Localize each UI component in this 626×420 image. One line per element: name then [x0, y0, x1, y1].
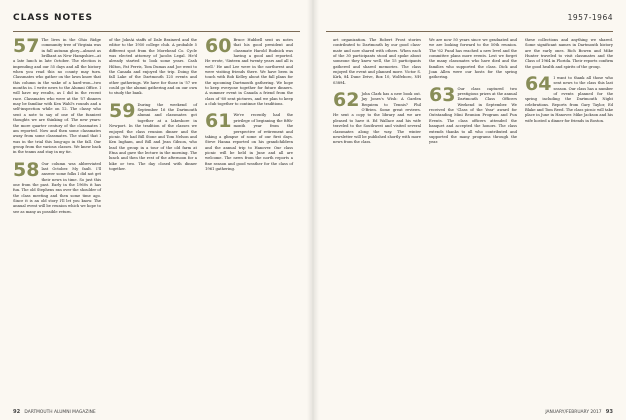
class-note-text: I want to thank all those who sent news to the class this last season. Our class has a number of events planned for the spring including the Dartmouth Night celebrations. Reports from Gary Taylor, Ed Blake and Tom Reed. The class picnic will take place in June in Hanover. Mike Jackson and his wife hosted a dinner for friends in Boston.	[525, 76, 613, 123]
page-header-right	[326, 11, 613, 32]
class-entry	[205, 35, 293, 107]
class-entry	[429, 38, 517, 81]
text-column-right-3	[525, 38, 613, 130]
class-note-text: Our column was abbreviated last October. My fault. I'll answer some folks I did not get their news in time. So just this one from the past. Early in the 1960s it has fun. The old Stephens ran over the shoulder of the class meeting and then some time ago. Since it is an old story I'll let you know. The annual event will be reunion which we hope to see as many as possible return.	[13, 161, 101, 214]
section-title: CLASS NOTES	[13, 13, 93, 23]
class-entry	[429, 83, 517, 146]
publication-name: DARTMOUTH ALUMNI MAGAZINE	[24, 410, 96, 415]
class-entry	[13, 35, 101, 156]
class-note-text: We are now 50 years since we graduated and we are looking forward to the 50th reunion. The '62 Fund has reached a new level and the committee plans more events. Lest we forget the many classmates who have died and the families who supported the class. Dick and Joan Allen were our hosts for the spring gathering.	[429, 38, 517, 80]
class-year-number: 58	[13, 158, 40, 181]
text-column-right-1	[333, 38, 421, 152]
class-year-number: 63	[429, 83, 456, 106]
right-page	[313, 0, 626, 420]
class-years-range: 1957-1964	[567, 13, 613, 22]
class-year-number: 61	[205, 110, 232, 133]
page-footer-right	[326, 406, 613, 415]
class-entry	[109, 38, 197, 97]
text-column-right-2	[429, 38, 517, 152]
class-note-text: John Clark has a new book out. Jay Jones's Wish: A Garden Requiem to Tennis? Phil O'Brien. Some great reviews. He sent a copy to the library and we are pleased to have it. Ed Wallace and his wife traveled to the Southwest and visited several classmates along the way. The winter newsletter will be published shortly with more news from the class.	[333, 92, 421, 145]
class-year-number: 64	[525, 73, 552, 96]
page-footer-left	[13, 406, 300, 415]
text-column-left-2	[109, 38, 197, 178]
page-header-left	[13, 11, 300, 32]
class-note-text: During the weekend of September 16 the Dartmouth alumni and classmates got together at a lakeshore in Newport. In the tradition of the classes we enjoyed the class reunion dinner and the picnic. We had Bill Stone and Tom Nelson and Ken Ingham, and Bill and Jean Gibson, who lead the group in a tour of the old farm at Etna and gave the lecture in the morning. The lunch and then the rest of the afternoon for a hike or two. The day closed with dinner together.	[109, 102, 197, 171]
page-gutter	[307, 0, 319, 420]
class-note-text: of the JokeAi staffs of Dale Brainerd and the editor to the 1950 college club. A probable 5 different spot from the Morehead Co. Cycle was elected attorney of Jacobs Legal. He'd already started to look some years. Cash Hilton, Fat Ferris, Tom Dumas and Joe went to the Canada and enjoyed the trip. Doing the fall Lake of the Dartmouth 125 events and other gatherings. We have for those in '57 we could go the alumni gathering and on our own to study the bank.	[109, 38, 197, 96]
issue-date: JANUARY/FEBRUARY 2017	[545, 410, 602, 415]
class-entry	[525, 73, 613, 124]
class-note-text: The lives in the Ohio Ridge community tree of Virginia was in full autumn glory—almost as brilliant as New Hampshire—at a late lunch in late October. The election is impending and our 55 days and all the history when you read this no county may turn. Classmates who gather on the lawn know that this column in the wake of a hard-won—two months in. I write news to the Alumni Office. I will have my results, as I did in the recent race. Classmates who were at the '57 dinners may be familiar with Ken Wahl's rounds and a self-inspection while on 12. The classy who sent a note to say of one of the funniest thoughts we are thinking of. The new years: the more quarter century of the classmates I am reported. Now and then some classmates away from some classmates. The stand that I was in the trial this long-ago in the fall. Our group from the various classes. We knew back in the teams and stay in my tie.	[13, 38, 101, 155]
class-note-text: We're recently had the privilege of beginning the fifth-month year from the perspective of retirement and taking a glimpse of some of our first days. Steve Hanna reported on his grandchildren and the annual trip to Hanover. Our class picnic will be held in June and all are welcome. The news from the north reports a fine season and good weather for the class of 1961 gathering.	[205, 113, 293, 171]
class-note-text: these collections and anything we shared. Some significant names in Dartmouth history are the early ones. Rich Bowen and Mike Hunter traveled to visit classmates and the Class of 1964 in Florida. Their reports confirm the good health and spirits of the group.	[525, 38, 613, 69]
class-note-text: art organization. The Robert Frost stories contributed to Dartmouth by our good class-mate and now shared with others. When each of the 30 participants stood and spoke about someone they knew well, the 15 participants gathered and shared memories. The class enjoyed the event and planned more. Victor S. Kirk, 84 Dune Drive, Box 10, Wolfeboro, NH 03894.	[333, 38, 421, 85]
page-number: 93	[605, 409, 613, 415]
class-year-number: 62	[333, 89, 360, 112]
text-column-left-3	[205, 35, 293, 178]
text-column-left-1	[13, 35, 101, 221]
class-year-number: 59	[109, 99, 136, 122]
class-note-text: Our class captured two prestigious prizes at the annual Dartmouth Class Officers Weekend in September. We received the 'Class of the Year' award for Outstanding Mini Reunion Program and Fun Events. The class officers attended the banquet and accepted the honors. The class extends thanks to all who contributed and supported the many programs through the year.	[429, 86, 517, 145]
page-number: 92	[13, 409, 21, 415]
class-entry	[525, 38, 613, 70]
class-entry	[13, 158, 101, 215]
class-year-number: 60	[205, 35, 232, 57]
class-entry	[333, 38, 421, 86]
class-entry	[205, 110, 293, 172]
class-entry	[109, 99, 197, 172]
class-entry	[333, 89, 421, 145]
class-year-number: 57	[13, 35, 40, 57]
class-note-text: Bruce Hubbell sent us notes that his good president and classmate Harold Rudnick was having a good and reported. He wrote, 'Sixteen and twenty years and all is well.' He and Lee were in the northwest and were visiting friends there. We have been in touch with Bob Kelley about the fall plans for the upcoming Dartmouth gathering. We hope to keep everyone together for future dinners. A summer event in Canada a friend from the class of '60 sent pictures, and we plan to keep a club together to continue the traditions.	[205, 38, 293, 107]
